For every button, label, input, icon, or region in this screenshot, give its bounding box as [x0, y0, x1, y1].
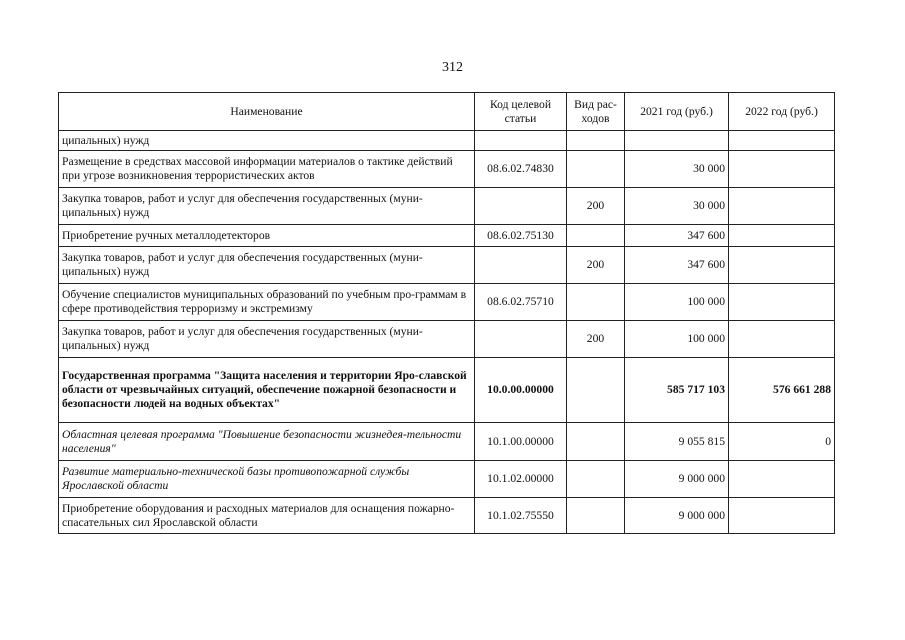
cell-2021: 9 000 000 — [625, 461, 729, 498]
cell-kind — [567, 423, 625, 461]
header-2022: 2022 год (руб.) — [729, 93, 835, 131]
cell-2021: 347 600 — [625, 225, 729, 247]
cell-2022 — [729, 498, 835, 534]
cell-2022 — [729, 131, 835, 151]
cell-2022 — [729, 321, 835, 358]
cell-code: 08.6.02.75130 — [475, 225, 567, 247]
cell-name: Областная целевая программа "Повышение безопасности жизнедея-тельности населения" — [59, 423, 475, 461]
cell-name: Обучение специалистов муниципальных образований по учебным про-граммам в сфере противодействия терроризму и экстремизму — [59, 284, 475, 321]
cell-2021: 100 000 — [625, 284, 729, 321]
cell-kind — [567, 151, 625, 188]
cell-kind — [567, 358, 625, 423]
cell-name: Приобретение ручных металлодетекторов — [59, 225, 475, 247]
cell-2022 — [729, 188, 835, 225]
cell-code: 08.6.02.75710 — [475, 284, 567, 321]
cell-2022 — [729, 225, 835, 247]
cell-name: Закупка товаров, работ и услуг для обеспечения государственных (муни-ципальных) нужд — [59, 188, 475, 225]
cell-name: Государственная программа "Защита населения и территории Яро-славской области от чрезвычайных ситуаций, обеспечение пожарной безопасности и безопасности людей на водных объектах" — [59, 358, 475, 423]
header-kind: Вид рас-ходов — [567, 93, 625, 131]
cell-2021: 9 000 000 — [625, 498, 729, 534]
cell-2022: 0 — [729, 423, 835, 461]
budget-table — [58, 92, 835, 534]
cell-2021: 9 055 815 — [625, 423, 729, 461]
cell-name: Закупка товаров, работ и услуг для обеспечения государственных (муни-ципальных) нужд — [59, 247, 475, 284]
cell-kind: 200 — [567, 247, 625, 284]
cell-2022 — [729, 461, 835, 498]
table-row — [59, 321, 835, 358]
cell-code: 10.1.00.00000 — [475, 423, 567, 461]
cell-code: 08.6.02.74830 — [475, 151, 567, 188]
cell-kind: 200 — [567, 188, 625, 225]
cell-code — [475, 188, 567, 225]
cell-code: 10.1.02.00000 — [475, 461, 567, 498]
cell-kind: 200 — [567, 321, 625, 358]
cell-name: Закупка товаров, работ и услуг для обеспечения государственных (муни-ципальных) нужд — [59, 321, 475, 358]
header-2021: 2021 год (руб.) — [625, 93, 729, 131]
table-header-row — [59, 93, 835, 131]
cell-kind — [567, 461, 625, 498]
cell-2021: 585 717 103 — [625, 358, 729, 423]
cell-kind — [567, 225, 625, 247]
cell-2022 — [729, 247, 835, 284]
header-name: Наименование — [59, 93, 475, 131]
table-row-subprogram — [59, 423, 835, 461]
cell-code: 10.1.02.75550 — [475, 498, 567, 534]
table-row — [59, 225, 835, 247]
table-row — [59, 247, 835, 284]
cell-2022 — [729, 284, 835, 321]
cell-2022 — [729, 151, 835, 188]
cell-kind — [567, 131, 625, 151]
cell-code — [475, 247, 567, 284]
table-row — [59, 151, 835, 188]
table-row — [59, 498, 835, 534]
cell-name: ципальных) нужд — [59, 131, 475, 151]
table-row — [59, 188, 835, 225]
cell-name: Приобретение оборудования и расходных материалов для оснащения пожарно-спасательных сил Ярославской области — [59, 498, 475, 534]
header-code: Код целевой статьи — [475, 93, 567, 131]
cell-code — [475, 321, 567, 358]
page-number: 312 — [442, 60, 463, 75]
cell-kind — [567, 498, 625, 534]
cell-2021: 100 000 — [625, 321, 729, 358]
table-row — [59, 131, 835, 151]
cell-2021: 347 600 — [625, 247, 729, 284]
cell-name: Размещение в средствах массовой информации материалов о тактике действий при угрозе возникновения террористических актов — [59, 151, 475, 188]
table-row — [59, 284, 835, 321]
cell-name: Развитие материально-технической базы противопожарной службы Ярославской области — [59, 461, 475, 498]
cell-2022: 576 661 288 — [729, 358, 835, 423]
cell-code: 10.0.00.00000 — [475, 358, 567, 423]
cell-2021: 30 000 — [625, 188, 729, 225]
cell-code — [475, 131, 567, 151]
cell-2021 — [625, 131, 729, 151]
table-row-program — [59, 358, 835, 423]
table-row-subprogram — [59, 461, 835, 498]
cell-kind — [567, 284, 625, 321]
cell-2021: 30 000 — [625, 151, 729, 188]
